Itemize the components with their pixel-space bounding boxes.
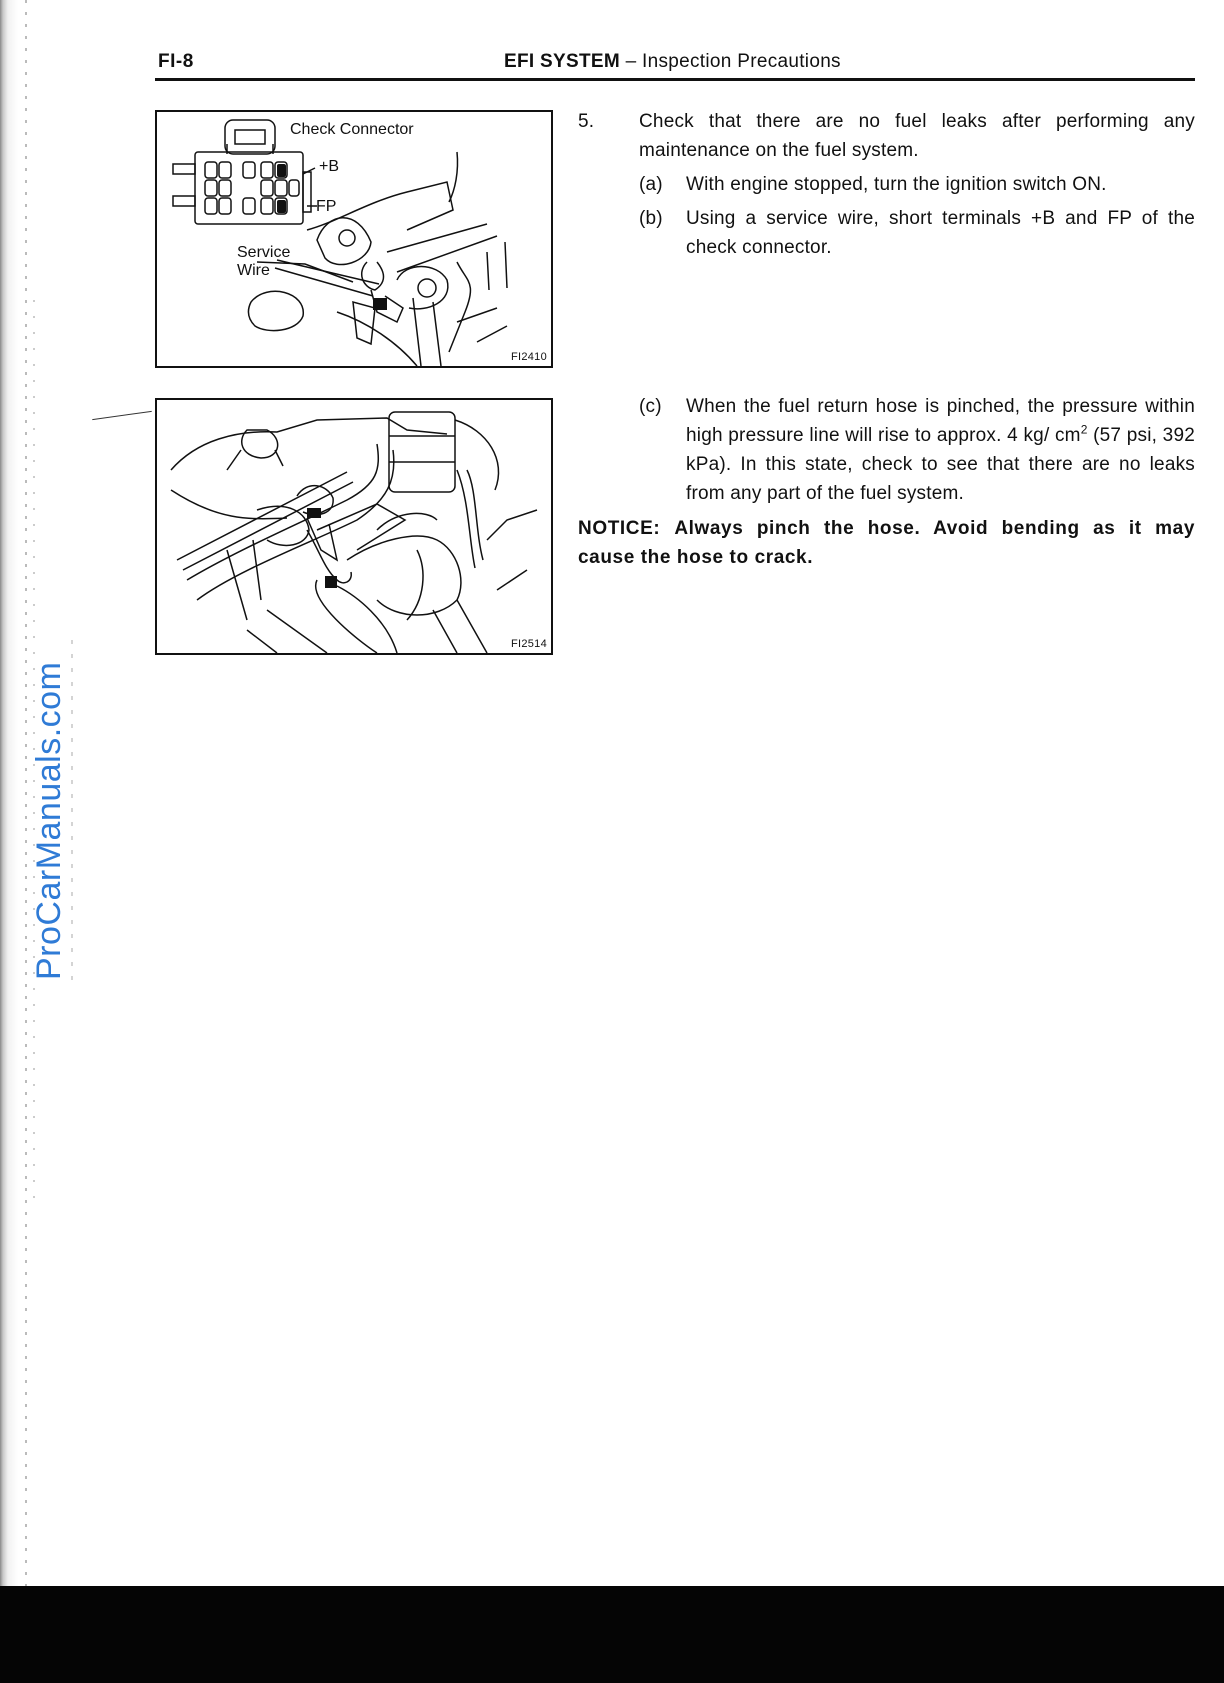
section-name: EFI SYSTEM — [504, 51, 620, 72]
notice-text: Always pinch the hose. Avoid bending as it may cause the hose to crack. — [578, 518, 1195, 568]
page-number: FI-8 — [158, 51, 194, 72]
scan-mark — [92, 411, 152, 420]
figure-code: FI2514 — [510, 638, 547, 650]
subsection-name: Inspection Precautions — [642, 51, 841, 72]
check-connector-illustration — [157, 112, 551, 366]
pinch-hose-figure — [155, 398, 553, 655]
pinch-hose-illustration — [157, 400, 551, 653]
sub-step-text-part2: (57 psi, 392 kPa). In this state, check to see that there are no leaks from any part of the fuel system. — [686, 425, 1195, 504]
watermark: ProCarManuals.com — [30, 661, 68, 980]
service-wire-label — [237, 244, 290, 281]
step-text: Check that there are no fuel leaks after performing any maintenance on the fuel system. — [639, 111, 1195, 161]
title-separator: – — [625, 51, 637, 72]
service-wire-label-line2: Wire — [237, 262, 270, 280]
notice — [578, 514, 1195, 572]
sub-step-label: (a) — [639, 174, 663, 195]
sub-step-b — [578, 204, 1195, 262]
step-5 — [578, 107, 1195, 165]
sub-step-text — [686, 392, 1195, 508]
sub-step-label: (b) — [639, 208, 663, 229]
plus-b-label: +B — [319, 158, 340, 175]
sub-step-c — [578, 392, 1195, 508]
fp-label: FP — [316, 198, 337, 215]
page-title — [504, 51, 841, 73]
step-number: 5. — [578, 111, 595, 132]
step-5c-block — [578, 392, 1195, 572]
notice-label: NOTICE: — [578, 518, 661, 539]
step-5-block — [578, 107, 1195, 262]
check-connector-figure — [155, 110, 553, 368]
sub-step-text: Using a service wire, short terminals +B and FP of the check connector. — [686, 208, 1195, 258]
sub-step-a — [578, 170, 1195, 199]
scan-bottom-band — [0, 1586, 1224, 1683]
superscript: 2 — [1080, 422, 1088, 437]
sub-step-text: With engine stopped, turn the ignition switch ON. — [686, 174, 1107, 195]
scan-left-edge — [0, 0, 18, 1590]
sub-step-label: (c) — [639, 396, 662, 417]
check-connector-label: Check Connector — [290, 121, 414, 138]
header-rule — [155, 78, 1195, 81]
sub-step-text-part1: When the fuel return hose is pinched, the pressure within high pressure line will rise to approx. 4 kg/ cm — [686, 396, 1195, 446]
figure-code: FI2410 — [510, 351, 547, 363]
service-wire-label-line1: Service — [237, 244, 291, 261]
